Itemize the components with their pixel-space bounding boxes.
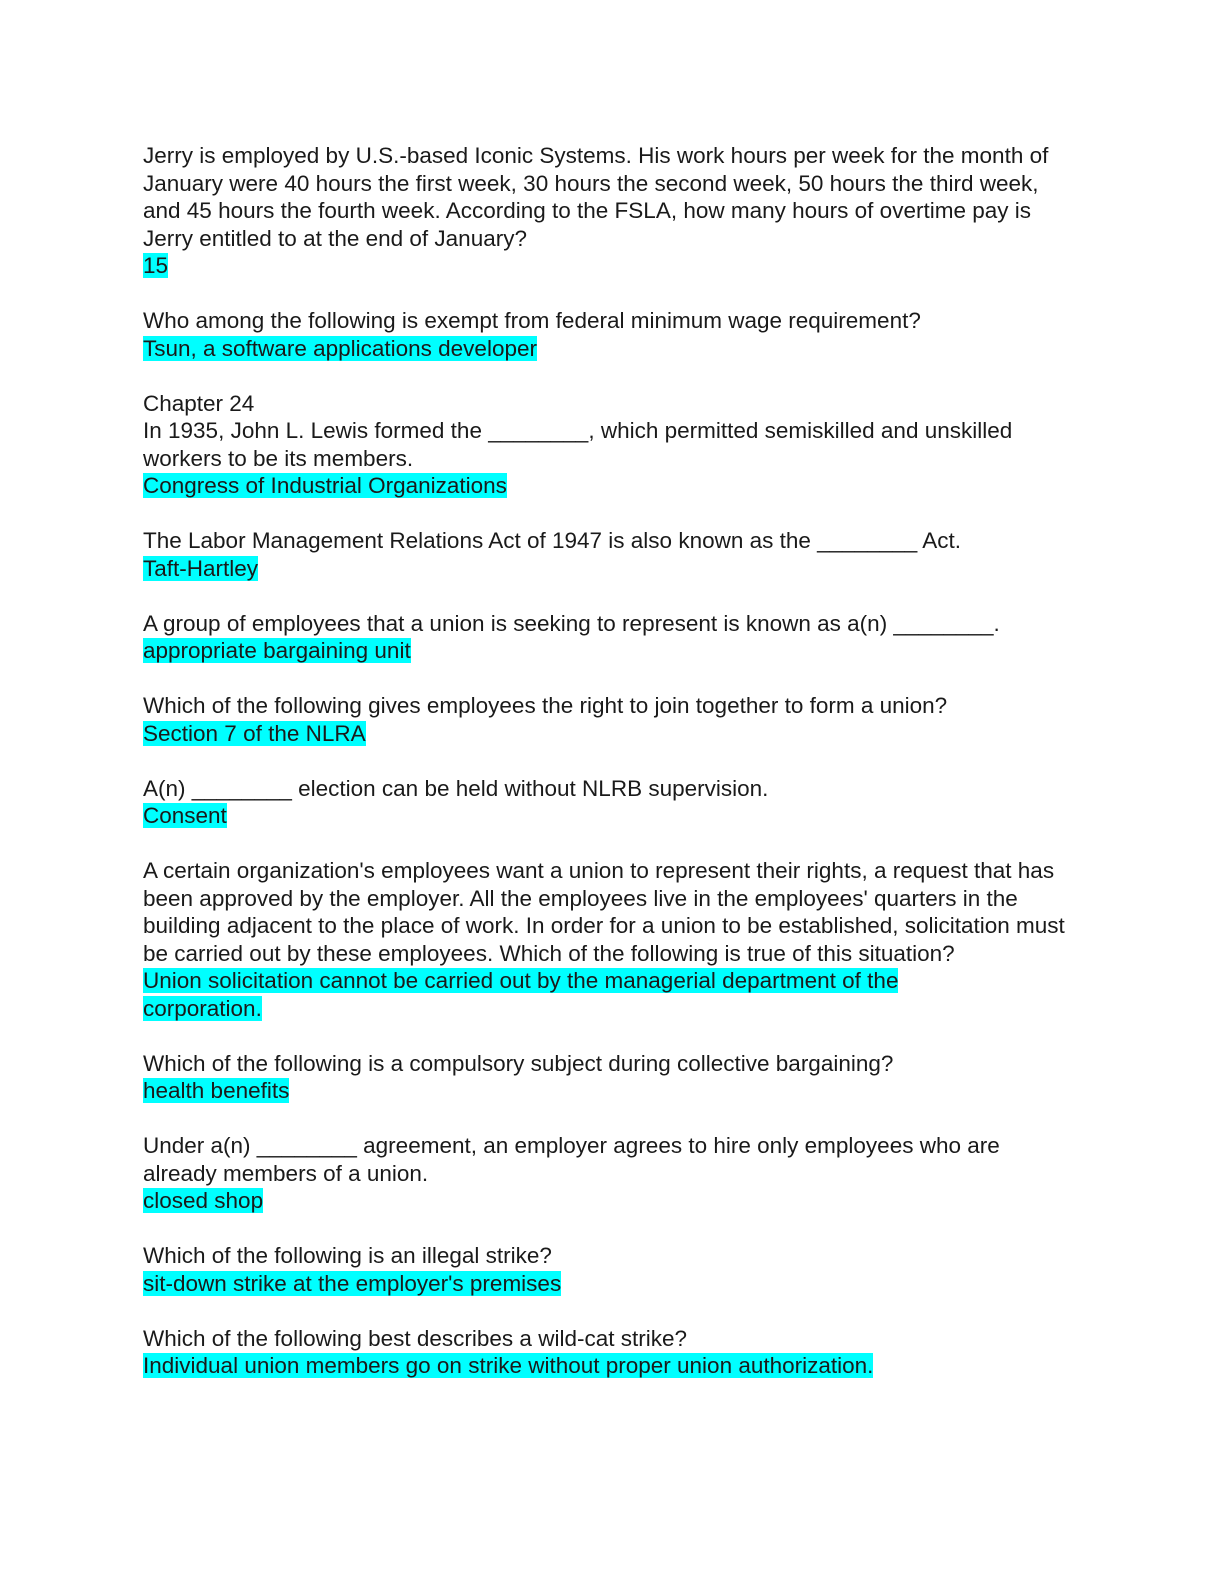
- question-text: Under a(n) ________ agreement, an employer agrees to hire only employees who are already members of a union.: [143, 1133, 1000, 1186]
- qa-item-6: [143, 692, 1083, 747]
- answer-highlight: Section 7 of the NLRA: [143, 720, 366, 746]
- answer-highlight: Consent: [143, 803, 227, 828]
- qa-item-3: [143, 390, 1083, 500]
- qa-item-8: [143, 857, 1083, 1022]
- qa-item-9: [143, 1050, 1083, 1105]
- answer-highlight: sit-down strike at the employer's premises: [143, 1270, 562, 1296]
- question-text: The Labor Management Relations Act of 1947 is also known as the ________ Act.: [143, 528, 962, 553]
- answer-highlight: Individual union members go on strike without proper union authorization.: [143, 1353, 874, 1378]
- answer-highlight: health benefits: [143, 1078, 290, 1103]
- question-text: A group of employees that a union is seeking to represent is known as a(n) ________.: [143, 610, 1000, 636]
- answer-highlight: appropriate bargaining unit: [143, 638, 411, 663]
- qa-item-5: [143, 610, 1083, 665]
- question-text: Which of the following is a compulsory subject during collective bargaining?: [143, 1050, 894, 1076]
- question-text: Which of the following is an illegal strike?: [143, 1243, 552, 1268]
- question-text: A(n) ________ election can be held without NLRB supervision.: [143, 775, 769, 801]
- answer-highlight: 15: [143, 253, 169, 278]
- document-page: [143, 142, 1083, 1407]
- question-text: In 1935, John L. Lewis formed the ________, which permitted semiskilled and unskilled workers to be its members.: [143, 418, 1013, 471]
- qa-item-4: [143, 527, 1083, 582]
- qa-item-11: [143, 1242, 1083, 1297]
- chapter-heading: Chapter 24: [143, 390, 255, 416]
- question-text: Which of the following gives employees the right to join together to form a union?: [143, 693, 948, 718]
- answer-highlight: Union solicitation cannot be carried out by the managerial department of the corporation.: [143, 968, 899, 1021]
- question-text: Who among the following is exempt from federal minimum wage requirement?: [143, 308, 921, 333]
- qa-item-10: [143, 1132, 1083, 1215]
- qa-item-2: [143, 307, 1083, 362]
- answer-highlight: Congress of Industrial Organizations: [143, 473, 507, 498]
- answer-highlight: Taft-Hartley: [143, 555, 259, 581]
- question-text: A certain organization's employees want a union to represent their rights, a request that has been approved by the employer. All the employees live in the employees' quarters in the building adjacent to the place of work. In order for a union to be established, solicitation must be carried out by these employees. Which of the following is true of this situation?: [143, 858, 1065, 966]
- answer-highlight: closed shop: [143, 1188, 264, 1213]
- question-text: Which of the following best describes a wild-cat strike?: [143, 1325, 687, 1351]
- qa-item-12: [143, 1325, 1083, 1380]
- question-text: Jerry is employed by U.S.-based Iconic Systems. His work hours per week for the month of January were 40 hours the first week, 30 hours the second week, 50 hours the third week, and 45 hours the fourth week. According to the FSLA, how many hours of overtime pay is Jerry entitled to at the end of January?: [143, 143, 1049, 251]
- qa-item-7: [143, 775, 1083, 830]
- answer-highlight: Tsun, a software applications developer: [143, 335, 537, 361]
- qa-item-1: [143, 142, 1083, 280]
